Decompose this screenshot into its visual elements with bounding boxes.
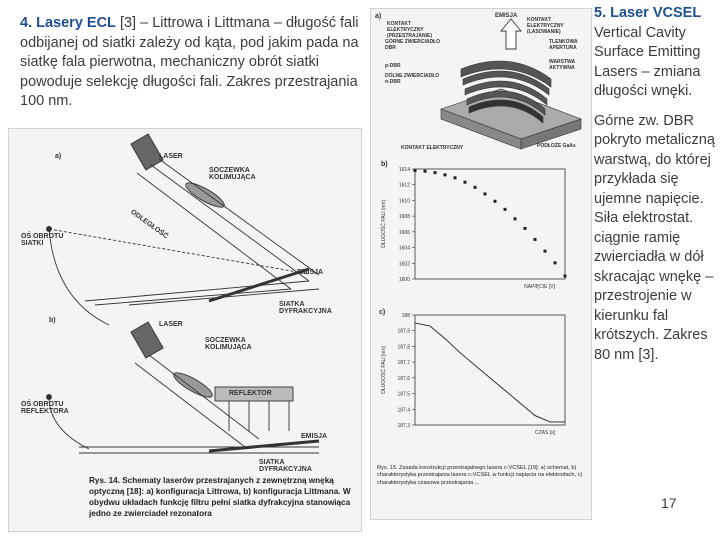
figure-vcsel xyxy=(370,8,592,520)
plot-b-point xyxy=(494,200,497,203)
plot-c-ytick-label: 187,4 xyxy=(397,407,410,414)
contact-top-left-label: KONTAKT ELEKTRYCZNY (PRZESTRAJANIE) xyxy=(387,21,433,39)
contact-top-right-label: KONTAKT ELEKTRYCZNY (LASOWANIE) xyxy=(527,17,564,35)
path-a-label: ODLEGŁOŚĆ xyxy=(129,208,170,241)
laser-b-label: LASER xyxy=(159,321,183,328)
plot-b-point xyxy=(414,169,417,172)
p-dbr-label: p-DBR xyxy=(385,63,401,69)
plot-c-ytick-label: 188 xyxy=(401,313,410,319)
plot-c-ylabel: DŁUGOŚĆ FALI [nm] xyxy=(381,346,387,394)
lens-a-label: SOCZEWKA KOLIMUJĄCA xyxy=(209,167,256,181)
plot-b-point xyxy=(534,238,537,241)
right-heading: 5. Laser VCSEL xyxy=(594,5,702,21)
reflector-b-label: REFLEKTOR xyxy=(229,390,272,397)
emission-label: EMISJA xyxy=(495,13,518,19)
right-intro: Vertical Cavity Surface Emitting Lasers – zmiana długości wnęki. xyxy=(594,24,701,99)
figure-right-caption: Rys. 15. Zasada konstrukcji przestrajalnego lasera c-VCSEL [19]: a) schemat, b) charakterystyka przestrajania lasera c-VCSEL w funkcji napięcia na elektrodach, c) charakterystyka czasowa przestrajania ... xyxy=(377,465,583,486)
left-body: [3] – Littrowa i Littmana – długość fali odbijanej od siatki zależy od kąta, pod jakim pada na siatkę fala pierwotna, mechaniczny obrót siatki powoduje selekcję długości fali. Zakres przestrajania 100 nm. xyxy=(20,15,359,109)
left-text-block xyxy=(20,14,372,112)
plot-b-point xyxy=(514,217,517,220)
plot-c-series-line xyxy=(415,323,565,422)
panel-b-label-right: b) xyxy=(381,161,388,168)
left-heading: 4. Lasery ECL xyxy=(20,15,116,31)
lower-dbr-label: DOLNE ZWIERCIADŁO n-DBR xyxy=(385,73,440,85)
plot-b-ytick-label: 1612 xyxy=(398,182,410,189)
plot-b-ytick-label: 1614 xyxy=(398,167,410,173)
grating-b-label: SIATKA DYFRAKCYJNA xyxy=(259,459,312,473)
emission-a-label: EMISJA xyxy=(297,269,324,276)
panel-b-label: b) xyxy=(49,317,56,324)
right-text-block xyxy=(594,4,716,375)
plot-c-ytick-label: 187,5 xyxy=(397,391,410,398)
substrate-label: PODŁOŻE GaAs xyxy=(537,143,576,149)
plot-b-point xyxy=(444,173,447,176)
plot-b-point xyxy=(504,208,507,211)
emission-b-label: EMISJA xyxy=(301,433,328,440)
active-label: WARSTWA AKTYWNA xyxy=(549,59,575,71)
plot-b-point xyxy=(524,227,527,230)
contact-bottom-label: KONTAKT ELEKTRYCZNY xyxy=(401,145,464,151)
plot-b-ytick-label: 1606 xyxy=(398,229,410,236)
plot-b-ytick-label: 1610 xyxy=(398,198,410,205)
plot-b-point xyxy=(484,192,487,195)
plot-b-ytick-label: 1600 xyxy=(398,277,410,283)
panel-a-label-right: a) xyxy=(375,13,382,20)
panel-c-label-right: c) xyxy=(379,309,386,316)
oxide-label: TLENKOWA APERTURA xyxy=(549,39,578,51)
plot-b-point xyxy=(474,186,477,189)
upper-dbr-label: GÓRNE ZWIERCIADŁO DBR xyxy=(385,39,440,51)
plot-b-point xyxy=(564,275,567,278)
plot-c-ytick-label: 187,3 xyxy=(397,423,410,429)
figure-left-caption: Rys. 14. Schematy laserów przestrajanych z zewnętrzną wnęką optyczną [18]: a) konfiguracja Littrowa, b) konfiguracja Littmana. W obydwu układach funkcję filtru pełni siatka dyfrakcyjna stanowiąca jedno ze zwierciadeł rezonatora xyxy=(89,476,351,518)
page-number: 17 xyxy=(661,495,677,511)
plot-c-ytick-label: 187,9 xyxy=(397,328,410,335)
lens-b-label: SOCZEWKA KOLIMUJĄCA xyxy=(205,337,252,351)
laser-a-label: LASER xyxy=(159,153,183,160)
plot-c-frame xyxy=(415,315,565,425)
axis-a-label: OŚ OBROTU SIATKI xyxy=(21,233,64,247)
plot-b-point xyxy=(434,171,437,174)
right-body: Górne zw. DBR pokryto metaliczną warstwą, do której przykłada się ujemne napięcie. Siła elektrostat. ciągnie ramię zwierciadła w dół skracając wnękę – przestrojenie w kierunku fal krótszych. Zakres 80 nm [3]. xyxy=(594,112,715,363)
plot-time-tuning xyxy=(371,305,581,455)
plot-b-frame xyxy=(415,169,565,279)
plot-b-ytick-label: 1608 xyxy=(398,214,410,221)
plot-b-ylabel: DŁUGOŚĆ FALI [nm] xyxy=(381,200,387,248)
plot-b-point xyxy=(554,261,557,264)
plot-voltage-tuning xyxy=(371,159,581,309)
grating-a-label: SIATKA DYFRAKCYJNA xyxy=(279,301,332,315)
axis-b-label: OŚ OBROTU REFLEKTORA xyxy=(21,401,69,415)
plot-c-ytick-label: 187,7 xyxy=(397,360,410,367)
plot-c-ytick-label: 187,8 xyxy=(397,344,410,351)
plot-b-point xyxy=(424,170,427,173)
plot-c-ytick-label: 187,6 xyxy=(397,375,410,382)
plot-b-xlabel: NAPIĘCIE [V] xyxy=(524,284,555,290)
plot-b-point xyxy=(454,176,457,179)
plot-b-ytick-label: 1604 xyxy=(398,245,410,252)
plot-b-point xyxy=(464,181,467,184)
panel-a-label: a) xyxy=(55,153,62,160)
plot-b-point xyxy=(544,250,547,253)
plot-c-xlabel: CZAS [s] xyxy=(534,430,555,436)
plot-b-ytick-label: 1602 xyxy=(398,261,410,268)
figure-ecl-lasers xyxy=(8,128,362,532)
